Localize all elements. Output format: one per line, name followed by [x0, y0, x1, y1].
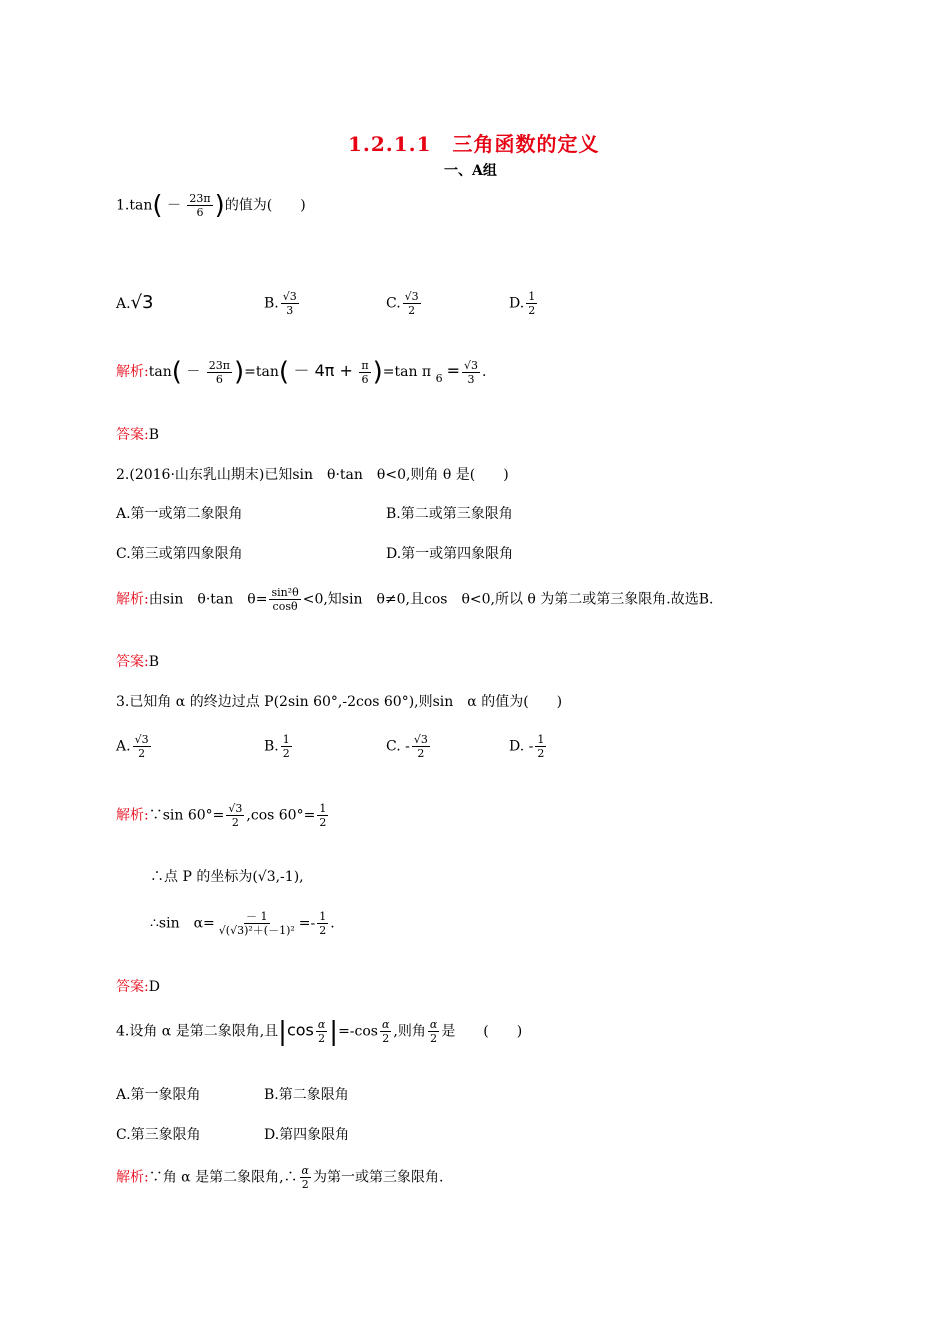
- q4-an-b: 为第一或第三象限角.: [312, 1169, 444, 1186]
- q4-stem-cos: cos: [286, 1020, 314, 1040]
- question-1-stem: [116, 192, 306, 219]
- q4-analysis-label: 解析:: [116, 1169, 149, 1186]
- q1-an-period: .: [482, 364, 487, 380]
- q2-an-post: <0,知sin θ≠0,且cos θ<0,所以 θ 为第二或第三象限角.故选B.: [302, 591, 714, 608]
- q1-answer-label: 答案:: [116, 427, 149, 443]
- q1-opt-a-value: √3: [130, 292, 154, 313]
- q2-analysis-label: 解析:: [116, 591, 149, 608]
- q3-answer: [116, 976, 160, 996]
- q3-opt-b-num: 1: [282, 733, 290, 746]
- q4-option-d: D.第四象限角: [264, 1127, 350, 1143]
- q1-answer: [116, 424, 159, 444]
- q4-stem-a: 4.设角 α 是第二象限角,且: [116, 1023, 279, 1040]
- q2-analysis: [116, 586, 714, 613]
- q2-option-d: D.第一或第四象限角: [386, 546, 514, 562]
- q4-stem-b: =-cos: [338, 1023, 378, 1040]
- q1-opt-d-den: 2: [528, 304, 536, 317]
- q3-option-d: D. - $\frac{1}{2}$: [509, 733, 545, 760]
- q3-option-c: C. - $\frac{√3}{2}$: [386, 733, 428, 760]
- q4-analysis: 解析:∵角 α 是第二象限角,∴ $\frac{\alpha}{2}$ 为第一或第三象限角.: [116, 1164, 444, 1191]
- q4-option-b: B.第二象限角: [264, 1087, 349, 1103]
- q2-answer-label: 答案:: [116, 654, 149, 670]
- q1-opt-b-label: B.: [264, 295, 279, 312]
- q4-stem-c: ,则角: [393, 1023, 426, 1040]
- q1-minus: －: [166, 197, 181, 214]
- q4-option-c: C.第三象限角: [116, 1127, 201, 1143]
- q2-an-frac-num: sin²θ: [271, 586, 299, 599]
- q3-opt-b-den: 2: [282, 747, 290, 760]
- q1-right-paren: ): [214, 190, 225, 221]
- q3-an-frac-num: － 1: [246, 910, 268, 923]
- q1-answer-value: B: [148, 427, 160, 443]
- q1-opt-d-label: D.: [509, 295, 525, 312]
- q1-opt-c-label: C.: [386, 295, 401, 312]
- q1-opt-b-num: √3: [282, 290, 297, 303]
- q1-an-frac3-den: 6: [435, 372, 443, 385]
- q1-option-b: [264, 290, 301, 317]
- q3-option-b: B. $\frac{1}{2}$: [264, 733, 290, 760]
- q1-option-a: [116, 292, 153, 313]
- q1-an-eq-tan: =tan: [244, 364, 279, 380]
- q1-an-frac4-den: 3: [467, 372, 475, 386]
- q1-left-paren: (: [152, 190, 163, 221]
- q3-an-sin-alpha: ∴sin α=: [150, 915, 215, 932]
- question-4-stem: 4.设角 α 是第二象限角,且|cos $\frac{\alpha}{2}$ |=-cos $\frac{\alpha}{2}$ ,则角 $\frac{\alpha}{2}$ 是 ( ): [116, 1016, 523, 1047]
- q2-option-a: A.第一或第二象限角: [116, 506, 243, 522]
- question-2-stem: 2.(2016·山东乳山期末)已知sin θ·tan θ<0,则角 θ 是( ): [116, 467, 509, 483]
- q3-option-a: A. $\frac{√3}{2}$: [116, 733, 149, 760]
- q3-an-sin60: ∵sin 60°=: [148, 807, 225, 824]
- q2-an-frac-den: cosθ: [272, 600, 298, 613]
- q1-suffix: 的值为( ): [224, 197, 306, 214]
- q1-opt-c-num: √3: [404, 290, 419, 303]
- q3-opt-a-den: 2: [138, 747, 146, 760]
- q3-opt-d-num: 1: [537, 733, 545, 746]
- q1-analysis-label: 解析:: [116, 364, 149, 380]
- q1-an-equals: =: [446, 361, 460, 380]
- q1-analysis: 解析:tan( － $\frac{23\pi}{6}$ )=tan( － 4π + $\frac{\pi}{6}$ )=tan π 6 = $\frac{√3}{3}$ .: [116, 357, 487, 387]
- q1-opt-a-label: A.: [116, 296, 131, 312]
- q1-an-tan: tan: [148, 364, 172, 380]
- q1-an-eq-tan-pi: =tan π: [382, 364, 432, 380]
- q1-frac-num: 23π: [189, 192, 211, 205]
- q2-answer-value: B: [148, 654, 160, 670]
- q1-an-frac1-den: 6: [215, 372, 223, 386]
- q4-an-a: ∵角 α 是第二象限角,∴: [148, 1169, 298, 1186]
- q1-an-frac2-den: 6: [361, 372, 369, 386]
- page-title: 1.2.1.1 三角函数的定义: [348, 132, 600, 156]
- q2-an-pre: 由sin θ·tan θ=: [148, 591, 268, 608]
- q1-an-frac1-num: 23π: [208, 358, 231, 372]
- q4-option-a: A.第一象限角: [116, 1087, 201, 1103]
- q1-frac-den: 6: [196, 206, 204, 219]
- q3-an-frac-den: √(√3)²＋(－1)²: [218, 924, 295, 937]
- q4-stem-d: 是 ( ): [441, 1023, 523, 1040]
- q1-option-d: [509, 290, 539, 317]
- q2-answer: [116, 651, 159, 671]
- q2-option-b: B.第二或第三象限角: [386, 506, 513, 522]
- q3-analysis-line1: 解析:∵sin 60°= $\frac{√3}{2}$ ,cos 60°= $\frac{1}{2}$: [116, 802, 327, 829]
- q3-analysis-line2: ∴点 P 的坐标为(√3,-1),: [150, 869, 304, 885]
- q3-opt-c-num: √3: [413, 733, 428, 746]
- q3-answer-value: D: [148, 979, 160, 995]
- q3-analysis-line3: ∴sin α= $\frac{- 1}{\text{√(√3)²＋(－1)²}}$ =- $\frac{1}{2}$ .: [150, 910, 335, 937]
- q1-number: 1.: [116, 197, 130, 214]
- q1-an-4pi: － 4π +: [293, 361, 353, 380]
- q1-opt-b-den: 3: [286, 304, 294, 317]
- question-3-stem: 3.已知角 α 的终边过点 P(2sin 60°,-2cos 60°),则sin α 的值为( ): [116, 694, 563, 710]
- q1-fraction: [187, 192, 212, 219]
- q3-opt-a-num: √3: [134, 733, 149, 746]
- q1-option-c: [386, 290, 423, 317]
- q1-an-frac4-num: √3: [464, 358, 479, 372]
- q3-opt-d-den: 2: [537, 747, 545, 760]
- q1-opt-c-den: 2: [408, 304, 416, 317]
- q2-option-c: C.第三或第四象限角: [116, 546, 243, 562]
- q1-tan: tan: [129, 197, 153, 214]
- q3-opt-c-den: 2: [417, 747, 425, 760]
- q3-analysis-label: 解析:: [116, 807, 149, 824]
- q1-opt-d-num: 1: [528, 290, 536, 303]
- q3-answer-label: 答案:: [116, 979, 149, 995]
- group-heading: 一、A组: [444, 163, 497, 179]
- q3-an-cos60: ,cos 60°=: [246, 807, 316, 824]
